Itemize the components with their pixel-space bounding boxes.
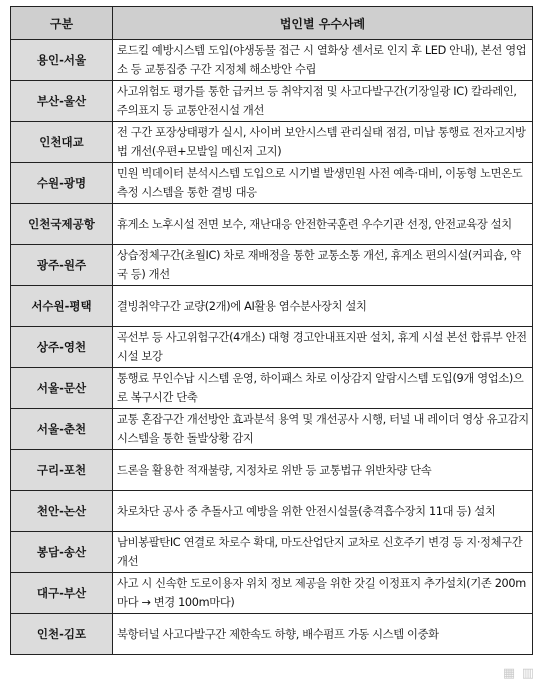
table-row: [11, 286, 533, 327]
table-row: [11, 409, 533, 450]
table-container: [10, 6, 532, 655]
row-name: 인천-김포: [11, 614, 113, 655]
row-desc: 통행료 무인수납 시스템 운영, 하이패스 차로 이상감지 알람시스템 도입(9개 영업소)으로 복구시간 단축: [113, 368, 533, 409]
row-name: 수원-광명: [11, 163, 113, 204]
row-desc: 북항터널 사고다발구간 제한속도 하향, 배수펌프 가동 시스템 이중화: [113, 614, 533, 655]
row-desc: 상습정체구간(초월IC) 차로 재배정을 통한 교통소통 개선, 휴게소 편의시설(커피숍, 약국 등) 개선: [113, 245, 533, 286]
table-row: [11, 327, 533, 368]
row-desc: 드론을 활용한 적재불량, 지정차로 위반 등 교통법규 위반차량 단속: [113, 450, 533, 491]
row-name: 상주-영천: [11, 327, 113, 368]
table-row: [11, 491, 533, 532]
table-row: [11, 163, 533, 204]
row-name: 천안-논산: [11, 491, 113, 532]
table-row: [11, 245, 533, 286]
table-row: [11, 122, 533, 163]
row-desc: 곡선부 등 사고위험구간(4개소) 대형 경고안내표지판 설치, 휴게 시설 본선 합류부 안전시설 보강: [113, 327, 533, 368]
header-row: [11, 7, 533, 40]
table-row: [11, 204, 533, 245]
table-row: [11, 532, 533, 573]
watermark-logo: ▦ ▥: [502, 666, 535, 681]
row-desc: 남비봉팔탄IC 연결로 차로수 확대, 마도산업단지 교차로 신호주기 변경 등 지·정체구간 개선: [113, 532, 533, 573]
row-name: 대구-부산: [11, 573, 113, 614]
table-row: [11, 450, 533, 491]
row-name: 서수원-평택: [11, 286, 113, 327]
row-desc: 휴게소 노후시설 전면 보수, 재난대응 안전한국훈련 우수기관 선정, 안전교육장 설치: [113, 204, 533, 245]
table-row: [11, 81, 533, 122]
row-desc: 사고 시 신속한 도로이용자 위치 정보 제공을 위한 갓길 이정표지 추가설치(기존 200m마다 → 변경 100m마다): [113, 573, 533, 614]
row-desc: 교통 혼잡구간 개선방안 효과분석 용역 및 개선공사 시행, 터널 내 레이더 영상 유고감지시스템을 통한 돌발상황 감지: [113, 409, 533, 450]
table-row: [11, 614, 533, 655]
row-desc: 사고위험도 평가를 통한 급커브 등 취약지점 및 사고다발구간(기장일광 IC) 칼라레인, 주의표지 등 교통안전시설 개선: [113, 81, 533, 122]
row-desc: 결빙취약구간 교량(2개)에 AI활용 염수분사장치 설치: [113, 286, 533, 327]
row-desc: 전 구간 포장상태평가 실시, 사이버 보안시스템 관리실태 점검, 미납 통행료 전자고지방법 개선(우편+모발일 메신저 고지): [113, 122, 533, 163]
row-name: 인천대교: [11, 122, 113, 163]
table-row: [11, 573, 533, 614]
table-row: [11, 40, 533, 81]
row-desc: 민원 빅데이터 분석시스템 도입으로 시기별 발생민원 사전 예측·대비, 이동형 노면온도 측정 시스템을 통한 결빙 대응: [113, 163, 533, 204]
row-name: 부산-울산: [11, 81, 113, 122]
header-best-practices: 법인별 우수사례: [113, 7, 533, 40]
row-name: 구리-포천: [11, 450, 113, 491]
row-name: 인천국제공항: [11, 204, 113, 245]
row-desc: 차로차단 공사 중 추돌사고 예방을 위한 안전시설물(충격흡수장치 11대 등) 설치: [113, 491, 533, 532]
row-name: 서울-문산: [11, 368, 113, 409]
row-desc: 로드킬 예방시스템 도입(야생동물 접근 시 열화상 센서로 인지 후 LED 안내), 본선 영업소 등 교통집중 구간 지정체 해소방안 수립: [113, 40, 533, 81]
row-name: 광주-원주: [11, 245, 113, 286]
header-category: 구분: [11, 7, 113, 40]
row-name: 서울-춘천: [11, 409, 113, 450]
table-row: [11, 368, 533, 409]
best-practices-table: [10, 6, 533, 655]
row-name: 용인-서울: [11, 40, 113, 81]
row-name: 봉담-송산: [11, 532, 113, 573]
